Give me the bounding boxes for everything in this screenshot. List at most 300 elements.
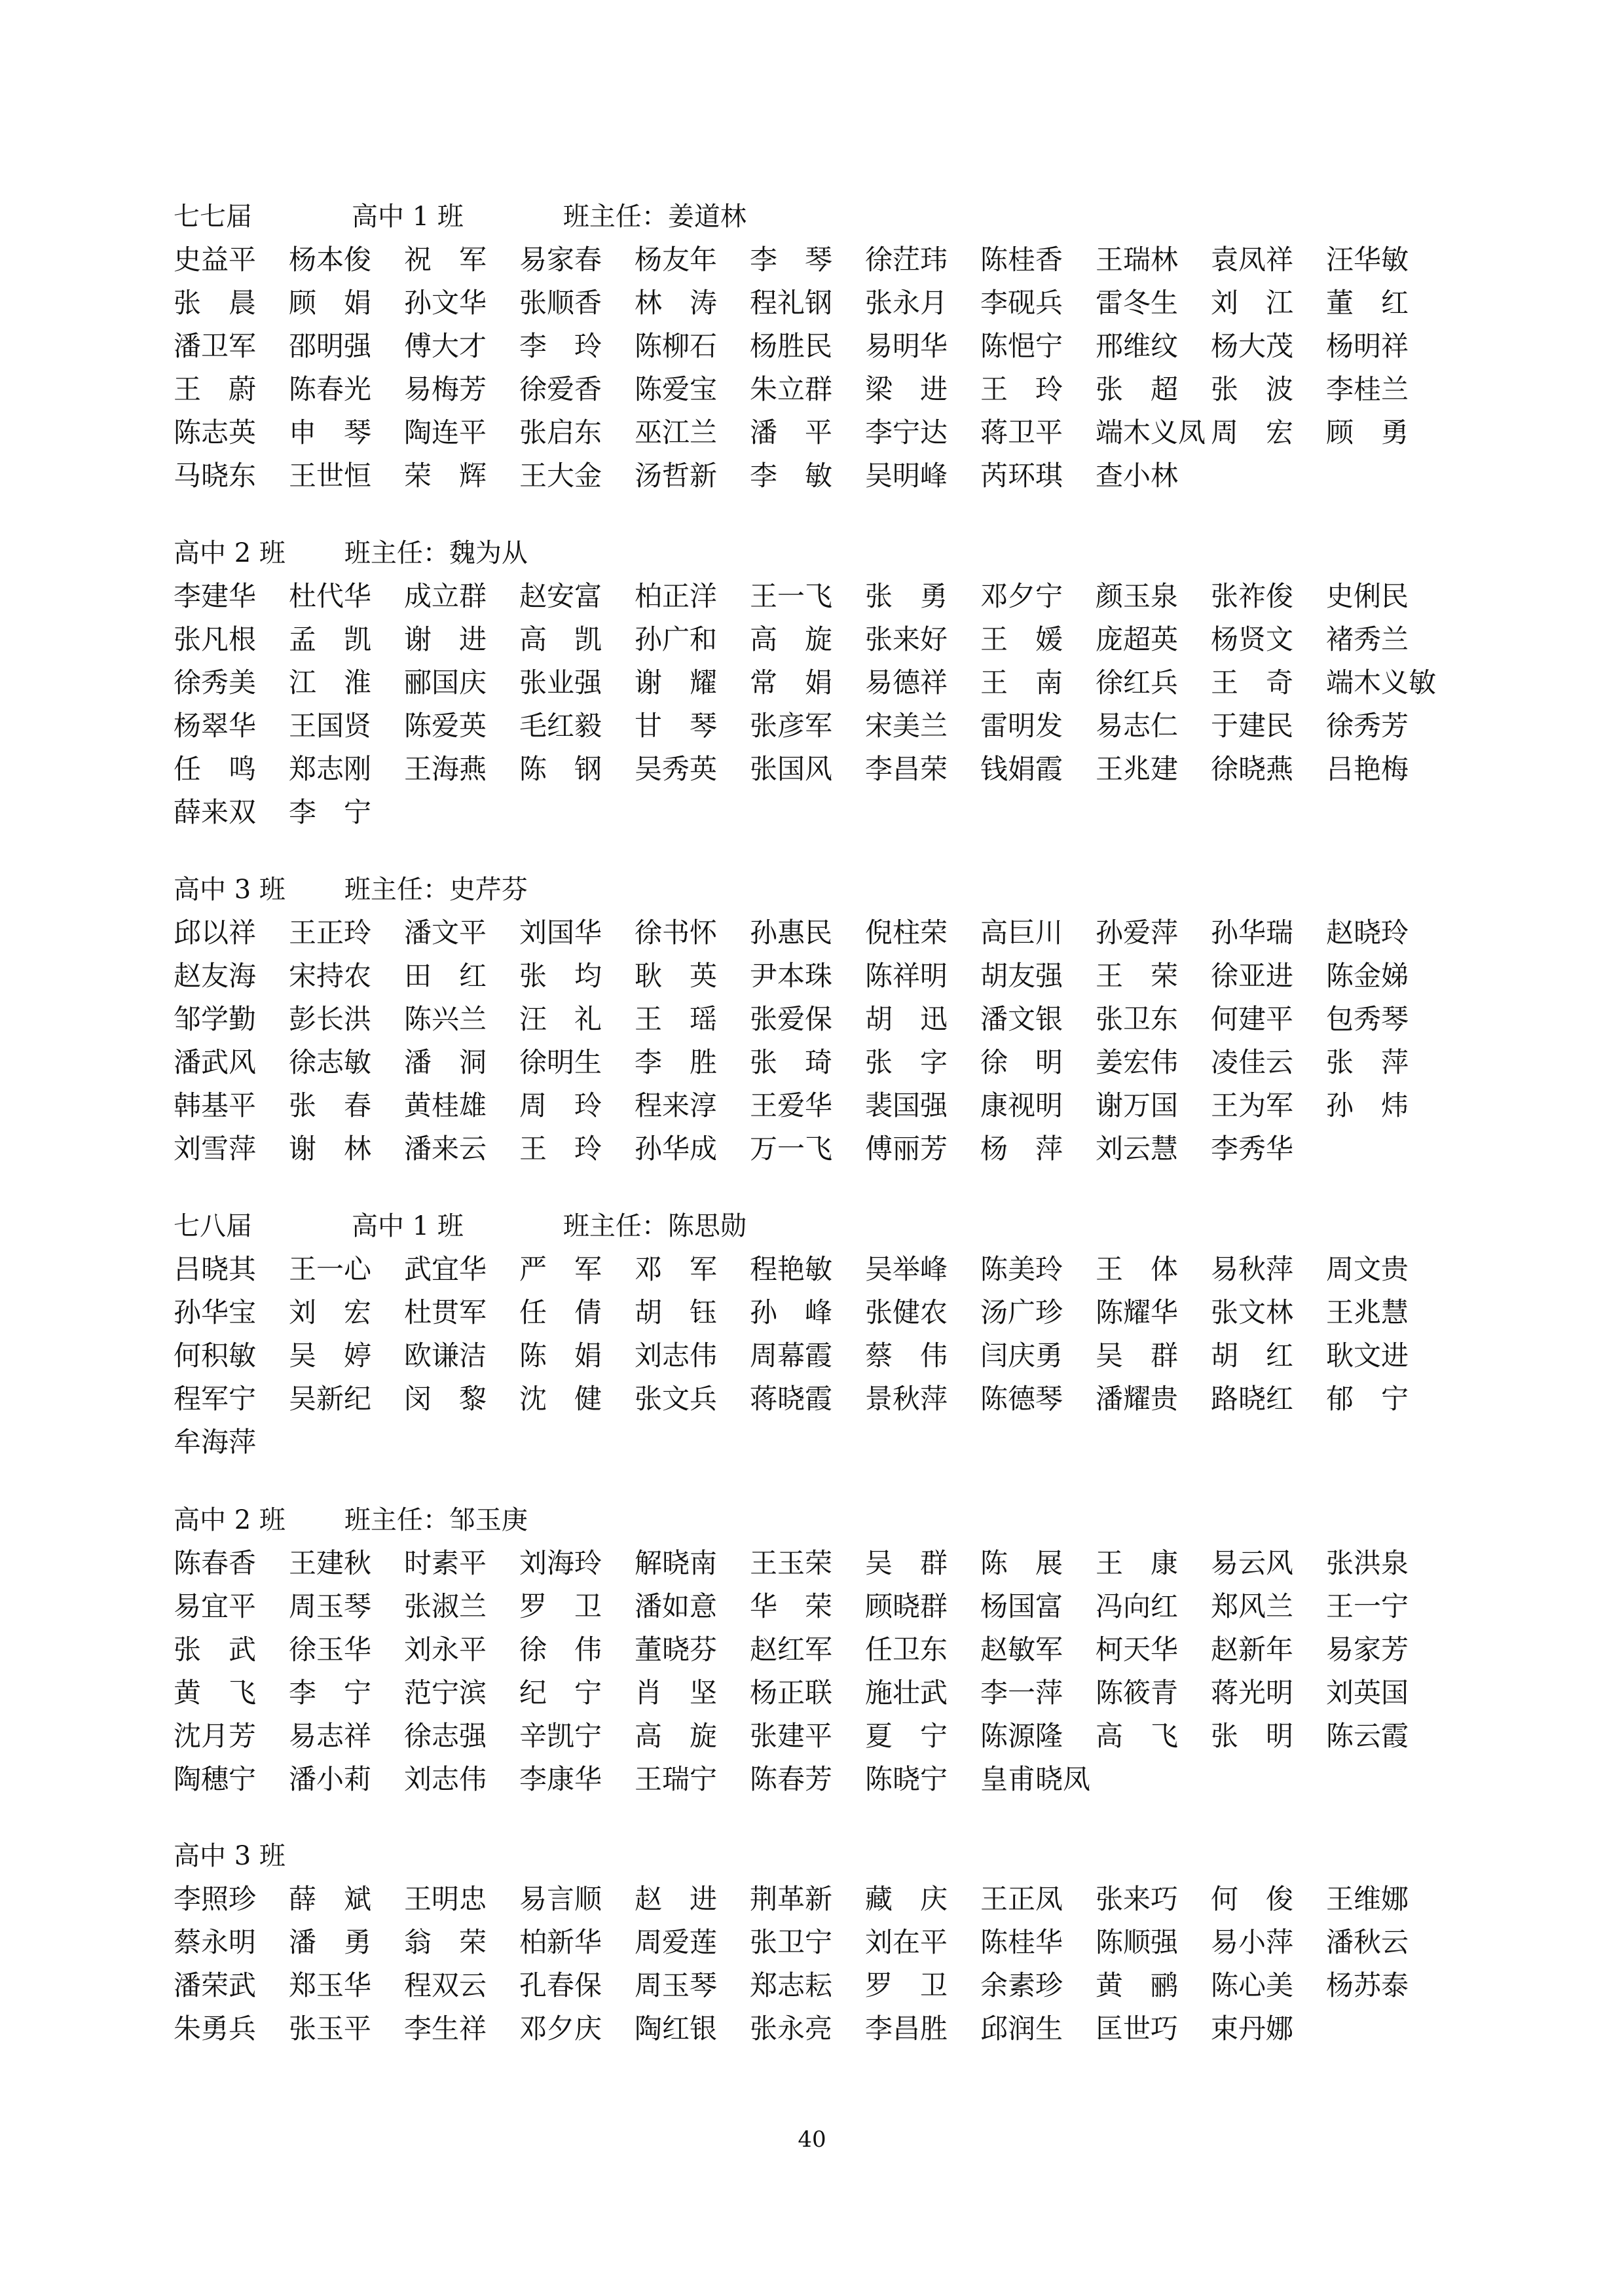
student-name: 徐书怀 [635,917,718,949]
student-name: 蔡 伟 [865,1339,948,1372]
student-name: 徐玉华 [289,1633,372,1666]
section-header [174,195,1483,238]
student-name: 邓夕庆 [519,2013,602,2045]
student-name: 王为军 [1211,1089,1294,1121]
student-name: 雷冬生 [1096,287,1179,319]
student-name: 孙广和 [635,623,718,655]
student-name: 刘志伟 [635,1339,718,1372]
student-name: 藏 庆 [865,1883,948,1915]
student-name: 吴 群 [865,1547,948,1579]
student-name: 王 体 [1096,1253,1179,1285]
student-name: 邱润生 [980,2013,1063,2045]
student-name: 汪 礼 [519,1003,602,1035]
student-name: 孟 凯 [289,623,372,655]
student-name: 毛红毅 [519,710,602,742]
student-name: 吕艳梅 [1326,753,1409,785]
class-name: 高中 2 班 [174,1505,286,1535]
student-name: 钱娟霞 [980,753,1063,785]
student-name: 王爱华 [750,1089,833,1121]
student-name: 杜代华 [289,580,372,612]
student-name: 汤广珍 [980,1296,1063,1328]
student-name: 王瑞林 [1096,244,1179,276]
student-name: 杨苏泰 [1326,1969,1409,2001]
student-name: 潘卫军 [174,330,257,362]
student-name: 周文贵 [1326,1253,1409,1285]
student-name: 万一飞 [750,1133,833,1165]
section-header [174,1205,1483,1248]
student-name: 董晓芬 [635,1633,718,1666]
student-name: 赵新年 [1211,1633,1294,1666]
student-name: 肖 坚 [635,1677,718,1709]
student-name: 程军宁 [174,1383,257,1415]
name-row [174,1334,1483,1377]
student-name: 张永月 [865,287,948,319]
student-name: 谢 耀 [635,666,718,699]
student-name: 施壮武 [865,1677,948,1709]
student-name: 范宁滨 [404,1677,487,1709]
student-name: 刘永平 [404,1633,487,1666]
student-name: 申 琴 [289,416,372,448]
student-name: 吴 群 [1096,1339,1179,1372]
name-row [174,2007,1483,2050]
student-name: 张洪泉 [1326,1547,1409,1579]
student-name: 柏正洋 [635,580,718,612]
student-name: 徐茳玮 [865,244,948,276]
student-name: 闵 黎 [404,1383,487,1415]
student-name: 张凡根 [174,623,257,655]
student-name: 徐爱香 [519,373,602,405]
student-name: 王世恒 [289,460,372,492]
student-name: 常 娟 [750,666,833,699]
student-name: 张建平 [750,1720,833,1752]
student-name: 张国风 [750,753,833,785]
student-name: 陈 娟 [519,1339,602,1372]
student-name: 潘如意 [635,1590,718,1622]
student-name: 包秀琴 [1326,1003,1409,1035]
name-row [174,1964,1483,2007]
student-name: 罗 卫 [865,1969,948,2001]
name-row [174,704,1483,748]
graduation-year: 七八届 [174,1211,252,1241]
student-name: 景秋萍 [865,1383,948,1415]
student-name: 赵敏军 [980,1633,1063,1666]
student-name: 翁 荣 [404,1926,487,1958]
student-name: 张 超 [1096,373,1179,405]
student-name: 王建秋 [289,1547,372,1579]
student-name: 易小萍 [1211,1926,1294,1958]
student-name: 刘 江 [1211,287,1294,319]
student-name: 王 荣 [1096,960,1179,992]
student-name: 陈德琴 [980,1383,1063,1415]
student-name: 王一宁 [1326,1590,1409,1622]
student-name: 王 康 [1096,1547,1179,1579]
student-name: 傅丽芳 [865,1133,948,1165]
student-name: 傅大才 [404,330,487,362]
student-name: 李生祥 [404,2013,487,2045]
student-name: 孙 峰 [750,1296,833,1328]
student-name: 夏 宁 [865,1720,948,1752]
student-name: 辛凯宁 [519,1720,602,1752]
student-name: 闫庆勇 [980,1339,1063,1372]
name-row [174,575,1483,618]
student-name: 庞超英 [1096,623,1179,655]
student-name: 张 琦 [750,1046,833,1078]
student-name: 张 勇 [865,580,948,612]
name-row [174,1084,1483,1127]
student-name: 李昌胜 [865,2013,948,2045]
student-name: 陈桂华 [980,1926,1063,1958]
student-name: 陈云霞 [1326,1720,1409,1752]
student-name: 胡友强 [980,960,1063,992]
student-name: 张顺香 [519,287,602,319]
name-row [174,454,1483,498]
student-name: 陈兴兰 [404,1003,487,1035]
name-row [174,1127,1483,1171]
name-row [174,411,1483,454]
student-name: 沈月芳 [174,1720,257,1752]
student-name: 荣 辉 [404,460,487,492]
student-name: 张 明 [1211,1720,1294,1752]
student-name: 王大金 [519,460,602,492]
student-name: 高巨川 [980,917,1063,949]
student-name: 孙 炜 [1326,1089,1409,1121]
student-name: 黄 飞 [174,1677,257,1709]
student-name: 路晓红 [1211,1383,1294,1415]
student-name: 束丹娜 [1211,2013,1294,2045]
class-name: 高中 1 班 [352,202,464,232]
student-name: 刘国华 [519,917,602,949]
student-name: 宋美兰 [865,710,948,742]
student-name: 甘 琴 [635,710,718,742]
student-name: 王 蔚 [174,373,257,405]
student-name: 王维娜 [1326,1883,1409,1915]
student-name: 邓夕宁 [980,580,1063,612]
name-row [174,1758,1483,1801]
student-name: 易德祥 [865,666,948,699]
student-name: 孙华成 [635,1133,718,1165]
student-name: 王玉荣 [750,1547,833,1579]
student-name: 吴新纪 [289,1383,372,1415]
student-name: 孙华瑞 [1211,917,1294,949]
student-name: 程礼钢 [750,287,833,319]
homeroom-teacher: 班主任：史芹芬 [344,875,528,905]
student-name: 邓 军 [635,1253,718,1285]
student-name: 杨翠华 [174,710,257,742]
section-header [174,1834,1483,1878]
student-name: 姜宏伟 [1096,1046,1179,1078]
student-name: 史益平 [174,244,257,276]
student-name: 蔡永明 [174,1926,257,1958]
student-name: 陈筱青 [1096,1677,1179,1709]
student-name: 陈 钢 [519,753,602,785]
student-name: 王 玲 [519,1133,602,1165]
name-row [174,1671,1483,1715]
student-name: 皇甫晓凤 [980,1763,1091,1795]
student-name: 张来好 [865,623,948,655]
student-name: 王兆慧 [1326,1296,1409,1328]
student-name: 吴举峰 [865,1253,948,1285]
student-name: 张文林 [1211,1296,1294,1328]
student-name: 程艳敏 [750,1253,833,1285]
class-name: 高中 3 班 [174,1841,286,1871]
student-name: 顾 娟 [289,287,372,319]
student-name: 周玉琴 [635,1969,718,2001]
class-name: 高中 1 班 [352,1211,464,1241]
student-name: 王国贤 [289,710,372,742]
student-name: 匡世巧 [1096,2013,1179,2045]
student-name: 李建华 [174,580,257,612]
student-name: 杨明祥 [1326,330,1409,362]
student-name: 王 瑶 [635,1003,718,1035]
student-name: 吴 婷 [289,1339,372,1372]
student-name: 刘在平 [865,1926,948,1958]
student-name: 易宜平 [174,1590,257,1622]
student-name: 薛 斌 [289,1883,372,1915]
homeroom-teacher: 班主任：邹玉庚 [344,1505,528,1535]
class-name: 高中 3 班 [174,875,286,905]
student-name: 张 春 [289,1089,372,1121]
student-name: 查小林 [1096,460,1179,492]
student-name: 武宜华 [404,1253,487,1285]
name-row [174,618,1483,661]
student-name: 凌佳云 [1211,1046,1294,1078]
section-header [174,868,1483,911]
student-name: 郑风兰 [1211,1590,1294,1622]
student-name: 程来淳 [635,1089,718,1121]
student-name: 李 琴 [750,244,833,276]
student-name: 潘 平 [750,416,833,448]
student-name: 张 波 [1211,373,1294,405]
student-name: 李秀华 [1211,1133,1294,1165]
student-name: 刘雪萍 [174,1133,257,1165]
student-name: 蒋光明 [1211,1677,1294,1709]
student-name: 易梅芳 [404,373,487,405]
student-name: 徐 伟 [519,1633,602,1666]
student-name: 陈 展 [980,1547,1063,1579]
student-name: 易言顺 [519,1883,602,1915]
student-name: 任卫东 [865,1633,948,1666]
student-name: 邱以祥 [174,917,257,949]
student-name: 谢 进 [404,623,487,655]
student-name: 何 俊 [1211,1883,1294,1915]
class-section [174,868,1483,1171]
student-name: 赵晓玲 [1326,917,1409,949]
student-name: 杨贤文 [1211,623,1294,655]
student-name: 严 军 [519,1253,602,1285]
student-name: 李桂兰 [1326,373,1409,405]
student-name: 薛来双 [174,796,257,828]
student-name: 巫江兰 [635,416,718,448]
student-name: 邢维纹 [1096,330,1179,362]
student-name: 潘来云 [404,1133,487,1165]
student-name: 陈晓宁 [865,1763,948,1795]
student-name: 徐明生 [519,1046,602,1078]
student-name: 郦国庆 [404,666,487,699]
student-name: 杨正联 [750,1677,833,1709]
student-name: 杨胜民 [750,330,833,362]
name-row [174,1421,1483,1464]
student-name: 吴秀英 [635,753,718,785]
student-name: 王正玲 [289,917,372,949]
student-name: 邹学勤 [174,1003,257,1035]
student-name: 易家春 [519,244,602,276]
name-row [174,325,1483,368]
name-row [174,1878,1483,1921]
student-name: 史俐民 [1326,580,1409,612]
student-name: 黄 鹂 [1096,1969,1179,2001]
student-name: 张 武 [174,1633,257,1666]
student-name: 柏新华 [519,1926,602,1958]
student-name: 徐亚进 [1211,960,1294,992]
student-name: 李 宁 [289,1677,372,1709]
student-name: 韩基平 [174,1089,257,1121]
name-row [174,1291,1483,1334]
student-name: 端木义凤 [1096,416,1206,448]
student-name: 潘文银 [980,1003,1063,1035]
name-row [174,1715,1483,1758]
student-name: 王 奇 [1211,666,1294,699]
student-name: 徐志敏 [289,1046,372,1078]
name-row [174,1542,1483,1585]
student-name: 江 淮 [289,666,372,699]
name-row [174,911,1483,955]
student-name: 陈桂香 [980,244,1063,276]
name-row [174,1248,1483,1291]
student-name: 褚秀兰 [1326,623,1409,655]
student-name: 潘小莉 [289,1763,372,1795]
student-name: 王海燕 [404,753,487,785]
student-name: 谢万国 [1096,1089,1179,1121]
page-number: 40 [798,2126,826,2153]
student-name: 周爱莲 [635,1926,718,1958]
student-name: 孔春保 [519,1969,602,2001]
name-row [174,1585,1483,1628]
student-name: 张淑兰 [404,1590,487,1622]
graduation-year: 七七届 [174,202,252,232]
name-row [174,282,1483,325]
student-name: 张彦军 [750,710,833,742]
student-name: 罗 卫 [519,1590,602,1622]
student-name: 张卫东 [1096,1003,1179,1035]
student-name: 时素平 [404,1547,487,1579]
student-name: 彭长洪 [289,1003,372,1035]
student-name: 潘 勇 [289,1926,372,1958]
student-name: 杨国富 [980,1590,1063,1622]
student-name: 何积敏 [174,1339,257,1372]
student-name: 蒋晓霞 [750,1383,833,1415]
student-name: 孙爱萍 [1096,917,1179,949]
student-name: 潘文平 [404,917,487,949]
student-name: 李照珍 [174,1883,257,1915]
student-name: 马晓东 [174,460,257,492]
student-name: 陶连平 [404,416,487,448]
student-name: 程双云 [404,1969,487,2001]
student-name: 华 荣 [750,1590,833,1622]
student-name: 郑志耘 [750,1969,833,2001]
student-name: 张永亮 [750,2013,833,2045]
student-name: 高 旋 [635,1720,718,1752]
name-row [174,1628,1483,1671]
student-name: 刘 宏 [289,1296,372,1328]
student-name: 徐秀芳 [1326,710,1409,742]
student-name: 张来巧 [1096,1883,1179,1915]
student-name: 陈爱英 [404,710,487,742]
student-name: 陈春香 [174,1547,257,1579]
student-name: 张 萍 [1326,1046,1409,1078]
student-name: 周幕霞 [750,1339,833,1372]
student-name: 潘 洞 [404,1046,487,1078]
student-name: 陈源隆 [980,1720,1063,1752]
student-name: 徐秀美 [174,666,257,699]
student-name: 陶穗宁 [174,1763,257,1795]
student-name: 顾 勇 [1326,416,1409,448]
student-name: 宋持农 [289,960,372,992]
student-name: 王 媛 [980,623,1063,655]
student-name: 张卫宁 [750,1926,833,1958]
student-name: 解晓南 [635,1547,718,1579]
student-name: 张祚俊 [1211,580,1294,612]
student-name: 易明华 [865,330,948,362]
student-name: 高 旋 [750,623,833,655]
student-name: 赵友海 [174,960,257,992]
student-name: 高 凯 [519,623,602,655]
student-name: 李 胜 [635,1046,718,1078]
student-name: 王兆建 [1096,753,1179,785]
student-name: 张 字 [865,1046,948,1078]
student-name: 孙华宝 [174,1296,257,1328]
student-name: 谢 林 [289,1133,372,1165]
student-name: 成立群 [404,580,487,612]
class-name: 高中 2 班 [174,538,286,568]
student-name: 吴明峰 [865,460,948,492]
student-name: 李 敏 [750,460,833,492]
student-name: 徐红兵 [1096,666,1179,699]
student-name: 李康华 [519,1763,602,1795]
student-name: 田 红 [404,960,487,992]
student-name: 耿 英 [635,960,718,992]
section-header [174,1499,1483,1542]
student-name: 潘武风 [174,1046,257,1078]
student-name: 刘英国 [1326,1677,1409,1709]
student-name: 于建民 [1211,710,1294,742]
student-name: 刘云慧 [1096,1133,1179,1165]
student-name: 张启东 [519,416,602,448]
student-name: 陈柳石 [635,330,718,362]
student-name: 颜玉泉 [1096,580,1179,612]
class-section [174,532,1483,834]
student-name: 黄桂雄 [404,1089,487,1121]
student-name: 易云风 [1211,1547,1294,1579]
student-name: 陶红银 [635,2013,718,2045]
section-header [174,532,1483,575]
student-name: 王一心 [289,1253,372,1285]
student-name: 杨大茂 [1211,330,1294,362]
name-row [174,661,1483,704]
class-section [174,1499,1483,1801]
student-name: 周 宏 [1211,416,1294,448]
student-name: 朱勇兵 [174,2013,257,2045]
name-row [174,955,1483,998]
name-row [174,238,1483,282]
student-name: 袁凤祥 [1211,244,1294,276]
student-name: 易志祥 [289,1720,372,1752]
student-name: 王明忠 [404,1883,487,1915]
student-name: 李宁达 [865,416,948,448]
student-name: 易家芳 [1326,1633,1409,1666]
student-name: 汪华敏 [1326,244,1409,276]
student-name: 易志仁 [1096,710,1179,742]
student-name: 端木义敏 [1326,666,1437,699]
